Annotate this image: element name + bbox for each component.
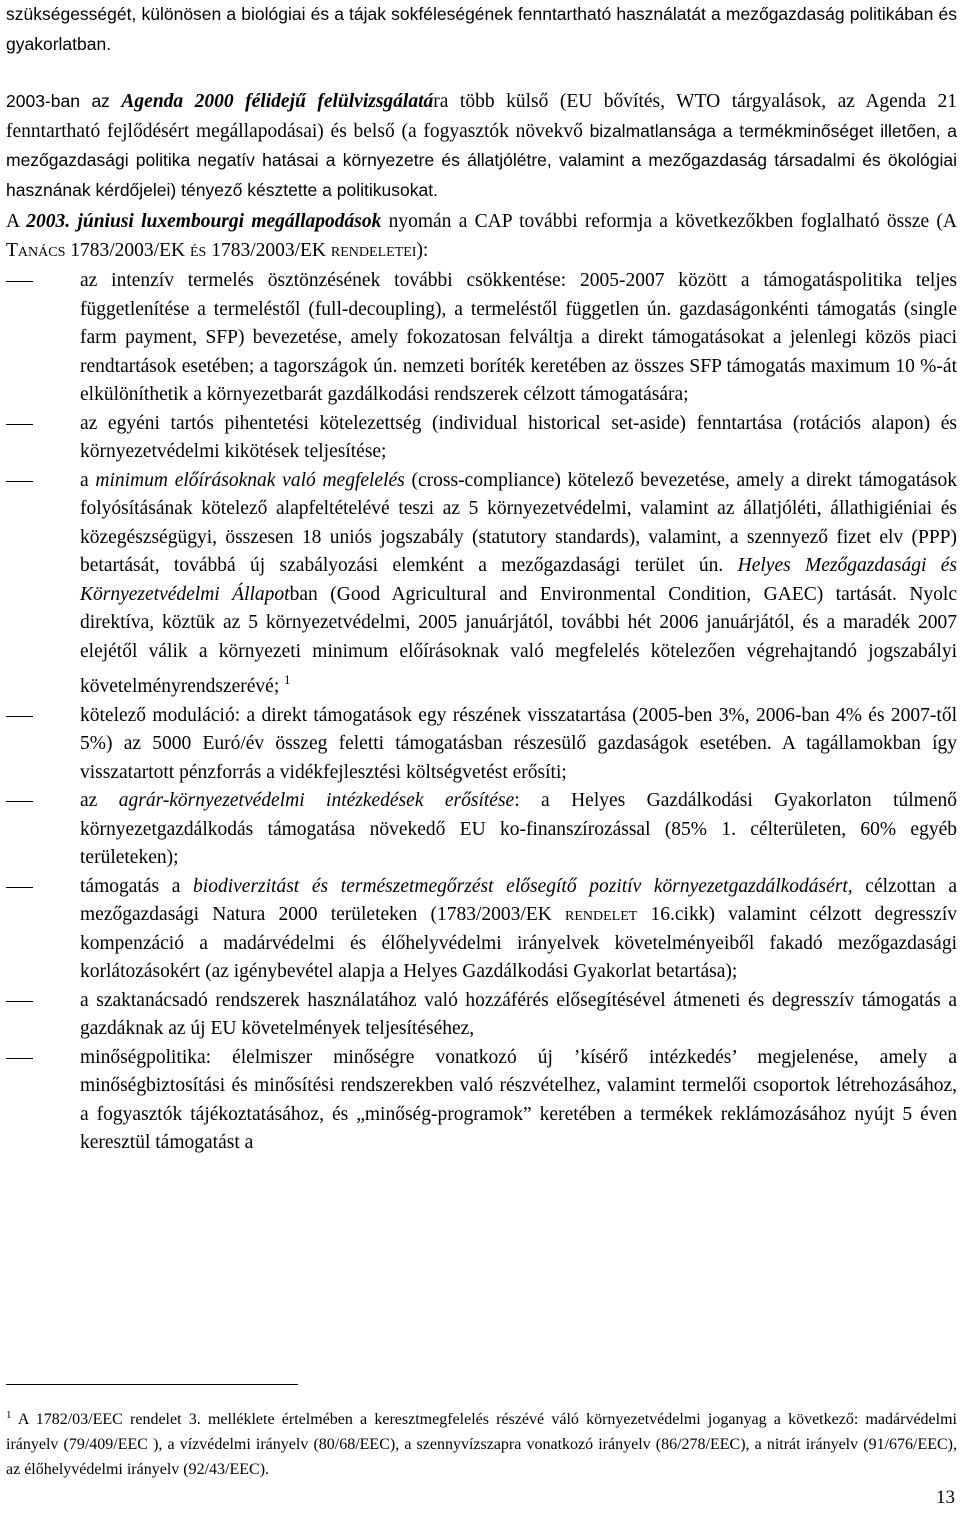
list-item: támogatás a biodiverzitást és természetmegőrzést elősegítő pozitív környezetgazdálkodásért, célzottan a mezőgazdasági Natura 2000 területeken (1783/2003/EK rendelet 16.cikk) valamint célzott degresszív kompenzáció a madárvédelmi és élőhelyvédelmi irányelvek követelményeiből fakadó mezőgazdasági korlátozásokért (az igénybevétel alapja a Helyes Gazdálkodási Gyakorlat betartása); [6,873,957,987]
dash-bullet-icon [6,424,33,425]
dash-bullet-icon [6,1001,33,1002]
footnote [6,1403,957,1482]
list-item: minőségpolitika: élelmiszer minőségre vonatkozó új ’kísérő intézkedés’ megjelenése, amely a minőségbiztosítási és minősítési rendszerekben való részvételhez, valamint termelői csoportok létrehozásához, a fogyasztók tájékoztatásához, és „minőség-programok” keretében a termékek reklámozásához nyújt 5 éven keresztül támogatást a [6,1044,957,1158]
list-item: az egyéni tartós pihentetési kötelezettség (individual historical set-aside) fenntartása (rotációs alapon) és környezetvédelmi kikötések teljesítése; [6,410,957,467]
agenda-2000-emphasis: Agenda 2000 félidejű felülvizsgálatá [121,91,434,112]
dash-bullet-icon [6,481,33,482]
reform-list [6,267,957,1158]
list-item: kötelező moduláció: a direkt támogatások egy részének visszatartása (2005-ben 3%, 2006-ban 4% és 2007-től 5%) az 5000 Euró/év összeg feletti támogatásban részesülő gazdaságok esetében. A tagállamokban így visszatartott pénzforrás a vidékfejlesztési költségvetést erősíti; [6,702,957,788]
footnote-number: 1 [6,1409,12,1421]
list-item: az intenzív termelés ösztönzésének további csökkentése: 2005-2007 között a támogatáspolitika teljes függetlenítése a termeléstől (full-decoupling), a termeléstől független ún. gazdaságonkénti támogatás (single farm payment, SFP) bevezetése, amely fokozatosan felváltja a direkt támogatásokat a jelenlegi közös piaci rendtartások esetében; a tagországok ún. nemzeti boríték keretében az összes SFP támogatás maximum 10 %-át elkülöníthetik a környezetbarát gazdálkodási rendszerek célzott támogatására; [6,267,957,410]
dash-bullet-icon [6,281,33,282]
list-item: az agrár-környezetvédelmi intézkedések erősítése: a Helyes Gazdálkodási Gyakorlaton túlmenő környezetgazdálkodás támogatása növekedő EU ko-finanszírozással (85% 1. célterületen, 60% egyéb területeken); [6,787,957,873]
dash-bullet-icon [6,887,33,888]
dash-bullet-icon [6,801,33,802]
list-item: a minimum előírásoknak való megfelelés (cross-compliance) kötelező bevezetése, amely a direkt támogatások folyósításának kötelező alapfeltételévé teszi az 5 környezetvédelmi, valamint az állatjóléti, állathigiéniai és közegészségügyi, összesen 18 uniós jogszabály (statutory standards), valamint, a szennyező fizet elv (PPP) betartását, továbbá új szabályozási elemként a mezőgazdasági terület ún. Helyes Mezőgazdasági és Környezetvédelmi Állapotban (Good Agricultural and Environmental Condition, GAEC) tartását. Nyolc direktíva, köztük az 5 környezetvédelmi, 2005 januárjától, további hét 2006 januárjától, és a maradék 2007 elejétől válik a környezeti minimum előírásoknak való megfelelés kötelezően végrehajtandó jogszabályi követelményrendszerévé; $^1$ [6,467,957,702]
paragraph-luxembourg: A 2003. júniusi luxembourgi megállapodások nyomán a CAP további reformja a következőkben foglalható össze (A Tanács 1783/2003/EK és 1783/2003/EK rendeletei): [6,211,957,261]
footnote-text: A 1782/03/EEC rendelet 3. melléklete értelmében a keresztmegfelelés részévé váló környezetvédelmi joganyag a következő: madárvédelmi irányelv (79/409/EEC ), a vízvédelmi irányelv (80/68/EEC), a szennyvízszapra vonatkozó irányelv (86/278/EEC), a nitrát irányelv (91/676/EEC), az élőhelyvédelmi irányelv (92/43/EEC). [6,1411,957,1478]
footnote-reference: 1 [284,673,291,687]
page-number: 13 [936,1487,955,1508]
footnote-divider [6,1384,298,1385]
luxembourg-emphasis: 2003. júniusi luxembourgi megállapodások [26,211,382,232]
paragraph-continuation [6,0,957,59]
dash-bullet-icon [6,1058,33,1059]
list-item: a szaktanácsadó rendszerek használatához való hozzáférés elősegítésével átmeneti és degresszív támogatás a gazdáknak az új EU követelmények teljesítéséhez, [6,987,957,1044]
paragraph-text: szükségességét, különösen a biológiai és a tájak sokféleségének fenntartható használatát a mezőgazdaság politikában és gyakorlatban. [6,4,957,54]
dash-bullet-icon [6,716,33,717]
document-page [6,0,957,1158]
paragraph-agenda-2000: 2003-ban az Agenda 2000 félidejű felülvizsgálatára több külső (EU bővítés, WTO tárgyalások, az Agenda 21 fenntartható fejlődésért megállapodásai) és belső (a fogyasztók növekvő bizalmatlansága a termékminőséget illetően, a mezőgazdasági politika negatív hatásai a környezetre és állatjólétre, valamint a mezőgazdaság társadalmi és ökológiai hasznának kérdőjelei) tényező késztette a politikusokat. [6,91,958,200]
